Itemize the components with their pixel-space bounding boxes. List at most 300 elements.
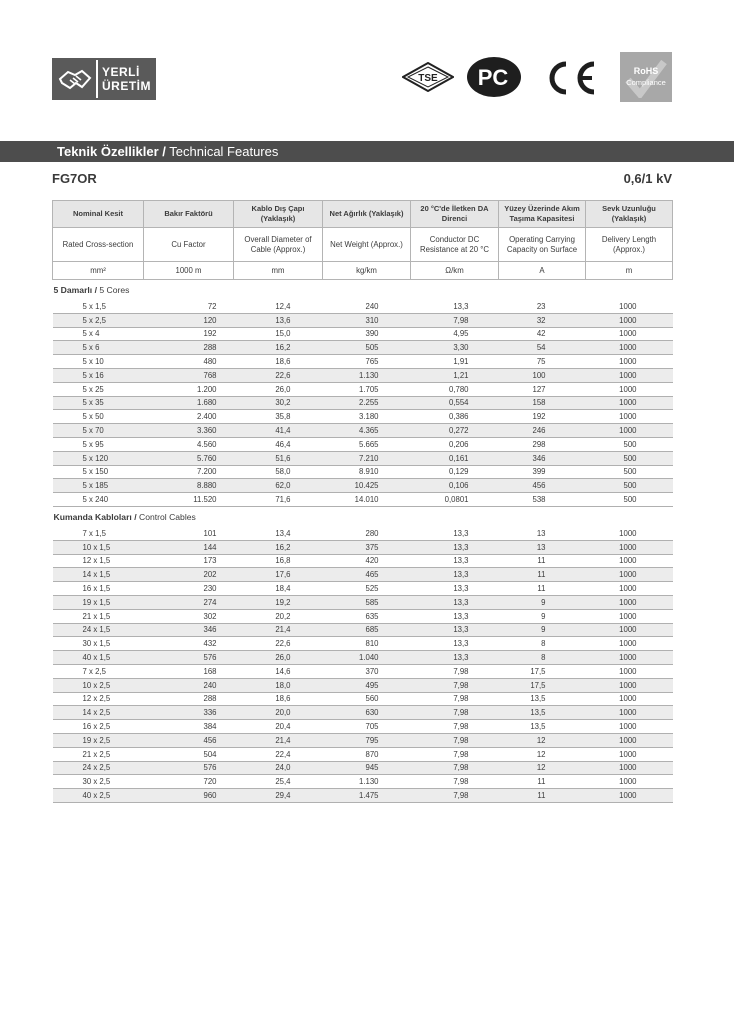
table-cell: 336 [144,706,234,720]
table-cell: 168 [144,664,234,678]
table-cell: 11.520 [144,493,234,507]
table-cell: 4.365 [323,424,411,438]
table-cell: 13,5 [499,692,586,706]
table-cell: 202 [144,568,234,582]
unit-cell: 1000 m [144,262,234,280]
product-model: FG7OR [52,171,97,186]
table-cell: 13,3 [411,540,499,554]
table-row [53,554,673,568]
table-cell: 18,4 [234,582,323,596]
subheader-cell: Cu Factor [144,228,234,262]
unit-cell: mm [234,262,323,280]
table-cell: 500 [586,493,673,507]
table-cell: 5 x 25 [53,382,144,396]
table-cell: 10.425 [323,479,411,493]
subheader-cell: Delivery Length (Approx.) [586,228,673,262]
table-row [53,424,673,438]
table-cell: 13,3 [411,300,499,313]
header-row [53,201,673,228]
table-cell: 100 [499,368,586,382]
table-cell: 5 x 70 [53,424,144,438]
table-cell: 20,2 [234,609,323,623]
table-cell: 21 x 2,5 [53,747,144,761]
table-cell: 240 [144,678,234,692]
subheader-cell: Operating Carrying Capacity on Surface [499,228,586,262]
table-cell: 10 x 1,5 [53,540,144,554]
rohs-compliance-badge [620,52,672,102]
table-cell: 17,5 [499,664,586,678]
table-cell: 1000 [586,623,673,637]
table-cell: 399 [499,465,586,479]
table-cell: 768 [144,368,234,382]
table-cell: 1000 [586,341,673,355]
table-cell: 576 [144,761,234,775]
subheader-row [53,228,673,262]
table-cell: 24 x 2,5 [53,761,144,775]
table-cell: 14,6 [234,664,323,678]
table-cell: 1000 [586,595,673,609]
table-cell: 384 [144,720,234,734]
table-cell: 346 [499,451,586,465]
table-cell: 1,21 [411,368,499,382]
table-cell: 9 [499,595,586,609]
logo-line2: ÜRETİM [102,79,151,93]
table-cell: 1000 [586,733,673,747]
table-cell: 13,3 [411,623,499,637]
table-row [53,582,673,596]
table-cell: 13,3 [411,595,499,609]
table-cell: 1.040 [323,651,411,665]
table-cell: 16 x 2,5 [53,720,144,734]
table-cell: 432 [144,637,234,651]
table-cell: 14 x 1,5 [53,568,144,582]
table-row [53,692,673,706]
table-cell: 40 x 1,5 [53,651,144,665]
table-cell: 370 [323,664,411,678]
logo-line1: YERLİ [102,65,140,79]
table-cell: 0,780 [411,382,499,396]
table-cell: 1000 [586,527,673,540]
table-cell: 5 x 1,5 [53,300,144,313]
table-cell: 5 x 185 [53,479,144,493]
table-cell: 7.200 [144,465,234,479]
table-cell: 1.200 [144,382,234,396]
table-cell: 46,4 [234,437,323,451]
table-cell: 2.255 [323,396,411,410]
table-row [53,368,673,382]
subheader-cell: Rated Cross-section [53,228,144,262]
table-cell: 1000 [586,747,673,761]
table-cell: 500 [586,465,673,479]
table-cell: 1.475 [323,789,411,803]
table-cell: 71,6 [234,493,323,507]
table-cell: 1000 [586,664,673,678]
table-cell: 685 [323,623,411,637]
table-cell: 246 [499,424,586,438]
table-cell: 12,4 [234,300,323,313]
table-cell: 1000 [586,609,673,623]
table-cell: 456 [144,733,234,747]
rohs-title: RoHS [633,66,659,76]
table-cell: 795 [323,733,411,747]
table-cell: 144 [144,540,234,554]
table-cell: 7 x 1,5 [53,527,144,540]
table-cell: 12 [499,747,586,761]
table-row [53,789,673,803]
unit-cell: A [499,262,586,280]
header-cell: Net Ağırlık (Yaklaşık) [323,201,411,228]
table-cell: 0,106 [411,479,499,493]
table-cell: 870 [323,747,411,761]
table-cell: 7.210 [323,451,411,465]
subheader-cell: Net Weight (Approx.) [323,228,411,262]
table-cell: 13 [499,540,586,554]
group-title-thin: Control Cables [136,511,196,522]
table-cell: 30 x 1,5 [53,637,144,651]
table-cell: 13,3 [411,651,499,665]
table-cell: 274 [144,595,234,609]
table-cell: 1000 [586,678,673,692]
table-cell: 3.180 [323,410,411,424]
table-cell: 720 [144,775,234,789]
table-cell: 230 [144,582,234,596]
table-cell: 298 [499,437,586,451]
technical-spec-table [52,200,673,803]
table-cell: 390 [323,327,411,341]
table-cell: 25,4 [234,775,323,789]
table-cell: 0,0801 [411,493,499,507]
table-cell: 810 [323,637,411,651]
table-row [53,733,673,747]
table-cell: 19,2 [234,595,323,609]
rohs-subtitle: Compliance [626,78,666,87]
table-cell: 1000 [586,775,673,789]
table-cell: 13,3 [411,582,499,596]
table-cell: 13,3 [411,637,499,651]
table-cell: 30,2 [234,396,323,410]
table-cell: 585 [323,595,411,609]
table-cell: 14.010 [323,493,411,507]
table-cell: 17,5 [499,678,586,692]
table-cell: 1000 [586,396,673,410]
table-cell: 22,6 [234,637,323,651]
tse-icon [402,62,454,97]
table-cell: 42 [499,327,586,341]
table-cell: 8 [499,651,586,665]
table-cell: 5 x 95 [53,437,144,451]
table-cell: 7,98 [411,664,499,678]
table-cell: 525 [323,582,411,596]
table-cell: 12 x 1,5 [53,554,144,568]
table-cell: 495 [323,678,411,692]
table-cell: 62,0 [234,479,323,493]
table-cell: 465 [323,568,411,582]
table-cell: 1000 [586,789,673,803]
table-cell: 12 [499,733,586,747]
table-cell: 32 [499,313,586,327]
table-row [53,355,673,369]
table-cell: 12 [499,761,586,775]
table-cell: 1000 [586,761,673,775]
table-cell: 192 [144,327,234,341]
table-cell: 18,6 [234,355,323,369]
table-cell: 26,0 [234,382,323,396]
table-cell: 576 [144,651,234,665]
table-cell: 13,4 [234,527,323,540]
table-cell: 1,91 [411,355,499,369]
table-cell: 7,98 [411,747,499,761]
table-cell: 1000 [586,720,673,734]
table-cell: 1000 [586,582,673,596]
table-cell: 14 x 2,5 [53,706,144,720]
table-cell: 288 [144,341,234,355]
tse-label: TSE [418,73,438,84]
table-cell: 72 [144,300,234,313]
table-cell: 240 [323,300,411,313]
table-row [53,540,673,554]
table-cell: 192 [499,410,586,424]
table-cell: 420 [323,554,411,568]
table-cell: 500 [586,437,673,451]
table-cell: 22,4 [234,747,323,761]
table-cell: 120 [144,313,234,327]
table-cell: 1000 [586,368,673,382]
header-cell: 20 °C'de İletken DA Direnci [411,201,499,228]
table-cell: 9 [499,609,586,623]
table-cell: 5 x 4 [53,327,144,341]
table-cell: 280 [323,527,411,540]
table-cell: 21,4 [234,733,323,747]
table-cell: 35,8 [234,410,323,424]
table-cell: 1000 [586,313,673,327]
unit-row [53,262,673,280]
table-cell: 0,554 [411,396,499,410]
table-cell: 1000 [586,410,673,424]
table-cell: 538 [499,493,586,507]
table-cell: 7,98 [411,678,499,692]
table-row [53,451,673,465]
table-cell: 11 [499,582,586,596]
table-cell: 0,386 [411,410,499,424]
table-cell: 310 [323,313,411,327]
table-cell: 0,272 [411,424,499,438]
table-cell: 7,98 [411,313,499,327]
pct-mark-icon [466,56,522,103]
table-row [53,313,673,327]
group-title-thin: 5 Cores [96,285,130,295]
table-cell: 21,4 [234,623,323,637]
table-cell: 1000 [586,568,673,582]
table-cell: 23 [499,300,586,313]
table-cell: 765 [323,355,411,369]
table-cell: 13 [499,527,586,540]
table-cell: 21 x 1,5 [53,609,144,623]
table-cell: 40 x 2,5 [53,789,144,803]
table-cell: 29,4 [234,789,323,803]
table-cell: 2.400 [144,410,234,424]
table-cell: 127 [499,382,586,396]
table-row [53,396,673,410]
table-row [53,410,673,424]
table-cell: 480 [144,355,234,369]
table-row [53,382,673,396]
table-cell: 15,0 [234,327,323,341]
table-cell: 4.560 [144,437,234,451]
header-cell: Nominal Kesit [53,201,144,228]
table-cell: 101 [144,527,234,540]
table-row [53,775,673,789]
table-cell: 22,6 [234,368,323,382]
table-cell: 5 x 150 [53,465,144,479]
table-cell: 945 [323,761,411,775]
table-cell: 630 [323,706,411,720]
table-cell: 1000 [586,382,673,396]
table-cell: 8.880 [144,479,234,493]
yerli-uretim-logo [52,58,156,100]
header-cell: Kablo Dış Çapı (Yaklaşık) [234,201,323,228]
table-cell: 58,0 [234,465,323,479]
table-row [53,479,673,493]
table-row [53,595,673,609]
table-cell: 1000 [586,554,673,568]
table-cell: 375 [323,540,411,554]
table-cell: 705 [323,720,411,734]
table-cell: 7,98 [411,789,499,803]
table-cell: 5 x 240 [53,493,144,507]
table-cell: 11 [499,568,586,582]
table-cell: 7 x 2,5 [53,664,144,678]
table-cell: 3,30 [411,341,499,355]
table-cell: 1.130 [323,368,411,382]
group-heading-5-cores [53,280,673,301]
table-cell: 5.760 [144,451,234,465]
table-cell: 8 [499,637,586,651]
table-row [53,465,673,479]
table-cell: 0,161 [411,451,499,465]
table-cell: 560 [323,692,411,706]
unit-cell: Ω/km [411,262,499,280]
table-cell: 4,95 [411,327,499,341]
header-cell: Yüzey Üzerinde Akım Taşıma Kapasitesi [499,201,586,228]
table-cell: 20,0 [234,706,323,720]
table-cell: 500 [586,479,673,493]
table-row [53,527,673,540]
table-cell: 8.910 [323,465,411,479]
table-row [53,678,673,692]
unit-cell: m [586,262,673,280]
table-cell: 3.360 [144,424,234,438]
table-cell: 24,0 [234,761,323,775]
table-cell: 5 x 50 [53,410,144,424]
table-cell: 5 x 2,5 [53,313,144,327]
table-cell: 1.705 [323,382,411,396]
table-row [53,651,673,665]
table-row [53,327,673,341]
table-cell: 7,98 [411,706,499,720]
table-cell: 635 [323,609,411,623]
section-title-bold: Teknik Özellikler / [57,144,166,159]
voltage-rating: 0,6/1 kV [623,171,672,186]
table-row [53,637,673,651]
table-cell: 500 [586,451,673,465]
table-cell: 1000 [586,355,673,369]
table-cell: 173 [144,554,234,568]
table-cell: 16,8 [234,554,323,568]
table-row [53,493,673,507]
table-row [53,706,673,720]
table-cell: 302 [144,609,234,623]
table-cell: 1.130 [323,775,411,789]
table-cell: 16,2 [234,540,323,554]
table-cell: 0,206 [411,437,499,451]
table-cell: 17,6 [234,568,323,582]
table-cell: 7,98 [411,692,499,706]
table-cell: 13,5 [499,706,586,720]
table-row [53,623,673,637]
unit-cell: mm² [53,262,144,280]
table-row [53,609,673,623]
subheader-cell: Conductor DC Resistance at 20 °C [411,228,499,262]
unit-cell: kg/km [323,262,411,280]
table-row [53,664,673,678]
table-cell: 11 [499,554,586,568]
table-cell: 41,4 [234,424,323,438]
table-cell: 13,3 [411,609,499,623]
section-header [0,141,734,162]
table-cell: 9 [499,623,586,637]
table-cell: 7,98 [411,720,499,734]
group-heading-control-cables [53,506,673,527]
group-title-bold: Kumanda Kabloları / [53,511,137,522]
table-cell: 24 x 1,5 [53,623,144,637]
table-cell: 505 [323,341,411,355]
table-cell: 1000 [586,327,673,341]
table-cell: 960 [144,789,234,803]
table-cell: 158 [499,396,586,410]
table-cell: 1000 [586,706,673,720]
table-cell: 1000 [586,651,673,665]
table-cell: 7,98 [411,733,499,747]
group-title-bold: 5 Damarlı / [53,285,97,295]
table-cell: 13,6 [234,313,323,327]
table-cell: 19 x 1,5 [53,595,144,609]
table-cell: 456 [499,479,586,493]
table-cell: 504 [144,747,234,761]
table-row [53,568,673,582]
table-cell: 30 x 2,5 [53,775,144,789]
subheader-cell: Overall Diameter of Cable (Approx.) [234,228,323,262]
table-cell: 1000 [586,540,673,554]
table-cell: 11 [499,789,586,803]
table-cell: 13,5 [499,720,586,734]
table-cell: 13,3 [411,554,499,568]
table-cell: 16,2 [234,341,323,355]
table-cell: 1000 [586,692,673,706]
table-cell: 18,0 [234,678,323,692]
table-cell: 1000 [586,424,673,438]
table-cell: 54 [499,341,586,355]
table-cell: 0,129 [411,465,499,479]
section-title-thin: Technical Features [165,144,279,159]
table-cell: 20,4 [234,720,323,734]
header-cell: Bakır Faktörü [144,201,234,228]
table-cell: 12 x 2,5 [53,692,144,706]
table-cell: 1.680 [144,396,234,410]
table-row [53,720,673,734]
table-cell: 5 x 6 [53,341,144,355]
table-cell: 5 x 120 [53,451,144,465]
table-cell: 1000 [586,637,673,651]
